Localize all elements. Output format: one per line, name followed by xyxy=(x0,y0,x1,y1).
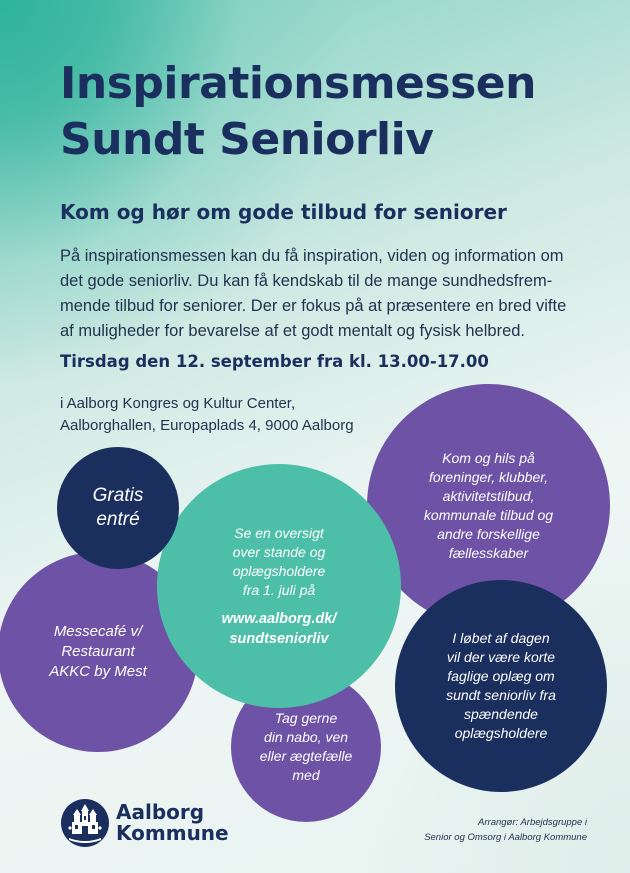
bubble-text-line: oplægsholdere xyxy=(454,725,548,741)
bubble-text-line: spændende xyxy=(464,706,538,722)
poster-title xyxy=(60,56,536,168)
intro-line: det gode seniorliv. Du kan få kendskab til de mange sundhedsfrem- xyxy=(60,272,553,290)
bubble-text-line: andre forskellige xyxy=(437,525,540,542)
poster-subtitle: Kom og hør om gode tilbud for seniorer xyxy=(60,200,507,224)
logo-line-2: Kommune xyxy=(116,821,229,845)
intro-line: af muligheder for bevarelse af et godt mentalt og fysisk helbred. xyxy=(60,322,526,340)
bubble-text-line: kommunale tilbud og xyxy=(423,506,554,523)
bubble-text-line: faglige oplæg om xyxy=(447,668,555,684)
event-venue xyxy=(60,393,354,437)
website-link[interactable]: www.aalborg.dk/ xyxy=(221,610,337,627)
organizer-line: Arrangør: Arbejdsgruppe i xyxy=(478,817,587,828)
bubble-text-line: aktivitetstilbud, xyxy=(442,487,535,504)
bubble-text-line: din nabo, ven xyxy=(263,729,349,745)
bubble-text-line: Kom og hils på xyxy=(442,449,535,466)
aalborg-coat-of-arms-icon xyxy=(60,798,110,848)
bubble-text-line: foreninger, klubber, xyxy=(428,468,549,485)
intro-paragraph xyxy=(60,244,580,344)
website-link[interactable]: sundtseniorliv xyxy=(229,630,329,647)
event-date: Tirsdag den 12. september fra kl. 13.00-17.00 xyxy=(60,352,489,371)
bubble-text-line: I løbet af dagen xyxy=(452,630,550,646)
intro-line: mende tilbud for seniorer. Der er fokus på at præsentere en bred vifte xyxy=(60,297,567,315)
venue-line: Aalborghallen, Europaplads 4, 9000 Aalborg xyxy=(60,417,354,434)
bubble-text-line: Gratis xyxy=(92,485,144,506)
bubble-text-line: sundt seniorliv fra xyxy=(446,687,556,703)
bubble-text-line: med xyxy=(292,767,320,783)
logo-wordmark xyxy=(116,802,229,844)
bubble-text-line: Tag gerne xyxy=(274,710,338,726)
title-line-1: Inspirationsmessen xyxy=(60,58,536,109)
intro-line: På inspirationsmessen kan du få inspiration, viden og information om xyxy=(60,247,564,265)
bubble-text-line: vil der være korte xyxy=(446,649,556,665)
bubble-text-line: over stande og xyxy=(232,543,326,560)
bubble-talks xyxy=(395,580,607,792)
bubble-text-line: fra 1. juli på xyxy=(242,581,316,598)
bubble-stands-overview xyxy=(157,464,401,708)
logo-line-1: Aalborg xyxy=(116,800,205,824)
bubble-text-line: Messecafé v/ xyxy=(53,623,143,640)
organizer-line: Senior og Omsorg i Aalborg Kommune xyxy=(424,832,587,843)
bubble-free-entry xyxy=(57,447,179,569)
bubble-text-line: Restaurant xyxy=(61,643,135,660)
aalborg-kommune-logo xyxy=(60,798,229,848)
venue-line: i Aalborg Kongres og Kultur Center, xyxy=(60,395,296,412)
bubble-text-line: fællesskaber xyxy=(448,544,529,561)
bubble-text-line: AKKC by Mest xyxy=(49,663,147,680)
bubble-text-line: Se en oversigt xyxy=(234,524,324,541)
bubble-text-line: entré xyxy=(96,509,140,530)
title-line-2: Sundt Seniorliv xyxy=(60,114,434,165)
bubble-text-line: oplægsholdere xyxy=(232,562,326,579)
organizer-credit xyxy=(424,815,587,845)
bubble-text-line: eller ægtefælle xyxy=(259,748,353,764)
